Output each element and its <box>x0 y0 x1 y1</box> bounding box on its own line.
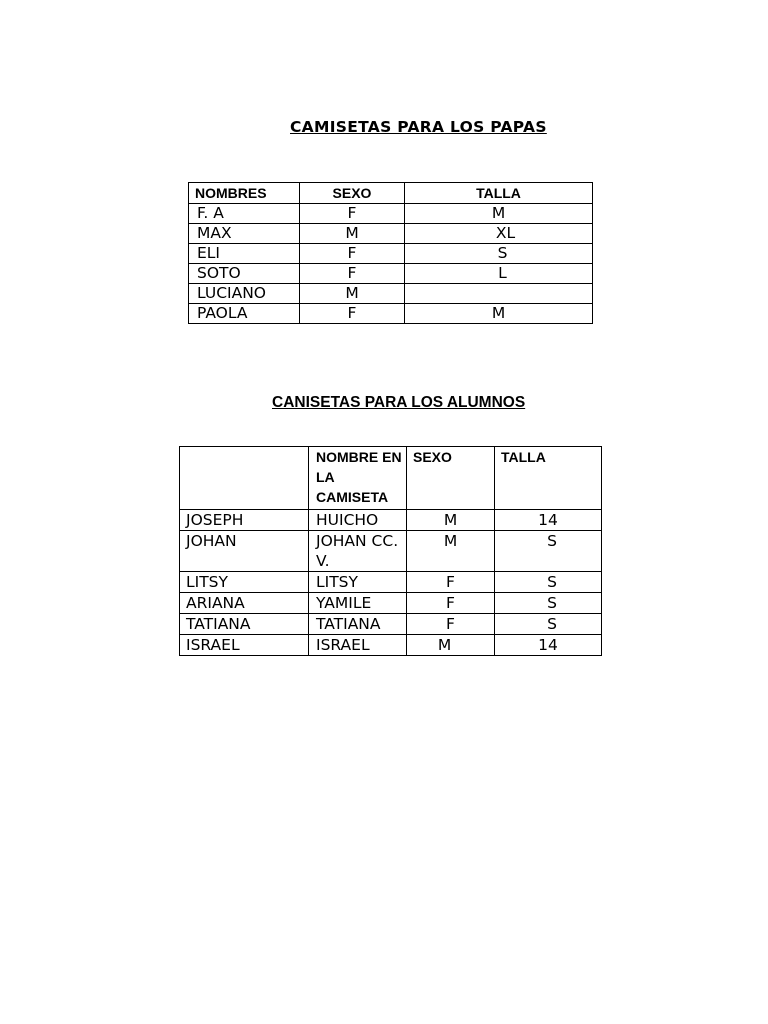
cell-name: ARIANA <box>180 593 309 614</box>
table-row <box>180 635 602 656</box>
table-row <box>189 244 593 264</box>
cell-size: S <box>495 593 602 614</box>
cell-name: F. A <box>189 204 300 224</box>
cell-sex: M <box>407 510 495 531</box>
table-header-row <box>180 447 602 510</box>
table-row <box>189 284 593 304</box>
table-row <box>180 593 602 614</box>
cell-size: S <box>405 244 593 264</box>
table-row <box>180 614 602 635</box>
cell-size: 14 <box>495 510 602 531</box>
cell-name: JOHAN <box>180 531 309 572</box>
cell-size: S <box>495 614 602 635</box>
table-row <box>180 510 602 531</box>
cell-sex: M <box>407 635 495 656</box>
cell-shirt-name: HUICHO <box>309 510 407 531</box>
cell-sex: F <box>407 572 495 593</box>
header-names: NOMBRES <box>189 183 300 204</box>
table-row <box>189 304 593 324</box>
table-row <box>189 204 593 224</box>
cell-size <box>405 284 593 304</box>
cell-shirt-name: TATIANA <box>309 614 407 635</box>
cell-sex: M <box>300 284 405 304</box>
cell-sex: F <box>300 304 405 324</box>
cell-size: S <box>495 531 602 572</box>
parents-shirts-table <box>188 182 593 324</box>
parents-shirts-title: CAMISETAS PARA LOS PAPAS <box>290 118 547 136</box>
cell-name: PAOLA <box>189 304 300 324</box>
cell-sex: F <box>407 593 495 614</box>
cell-name: ISRAEL <box>180 635 309 656</box>
cell-sex: M <box>407 531 495 572</box>
header-size: TALLA <box>495 447 602 510</box>
cell-size: M <box>405 304 593 324</box>
cell-sex: M <box>300 224 405 244</box>
cell-size: M <box>405 204 593 224</box>
students-shirts-title: CANISETAS PARA LOS ALUMNOS <box>272 394 526 411</box>
table-row <box>180 572 602 593</box>
table-row <box>180 531 602 572</box>
cell-sex: F <box>300 264 405 284</box>
header-student <box>180 447 309 510</box>
table-row <box>189 224 593 244</box>
cell-sex: F <box>407 614 495 635</box>
header-sex: SEXO <box>300 183 405 204</box>
cell-name: JOSEPH <box>180 510 309 531</box>
cell-name: TATIANA <box>180 614 309 635</box>
cell-size: L <box>405 264 593 284</box>
cell-sex: F <box>300 204 405 224</box>
cell-name: ELI <box>189 244 300 264</box>
cell-shirt-name: YAMILE <box>309 593 407 614</box>
header-sex: SEXO <box>407 447 495 510</box>
cell-shirt-name: LITSY <box>309 572 407 593</box>
cell-name: MAX <box>189 224 300 244</box>
cell-size: XL <box>405 224 593 244</box>
header-size: TALLA <box>405 183 593 204</box>
header-shirt-name: NOMBRE EN LA CAMISETA <box>309 447 407 510</box>
cell-name: SOTO <box>189 264 300 284</box>
cell-size: 14 <box>495 635 602 656</box>
cell-name: LUCIANO <box>189 284 300 304</box>
table-row <box>189 264 593 284</box>
cell-shirt-name: ISRAEL <box>309 635 407 656</box>
cell-sex: F <box>300 244 405 264</box>
students-shirts-table <box>179 446 602 656</box>
table-header-row <box>189 183 593 204</box>
cell-name: LITSY <box>180 572 309 593</box>
cell-size: S <box>495 572 602 593</box>
cell-shirt-name: JOHAN CC. V. <box>309 531 407 572</box>
